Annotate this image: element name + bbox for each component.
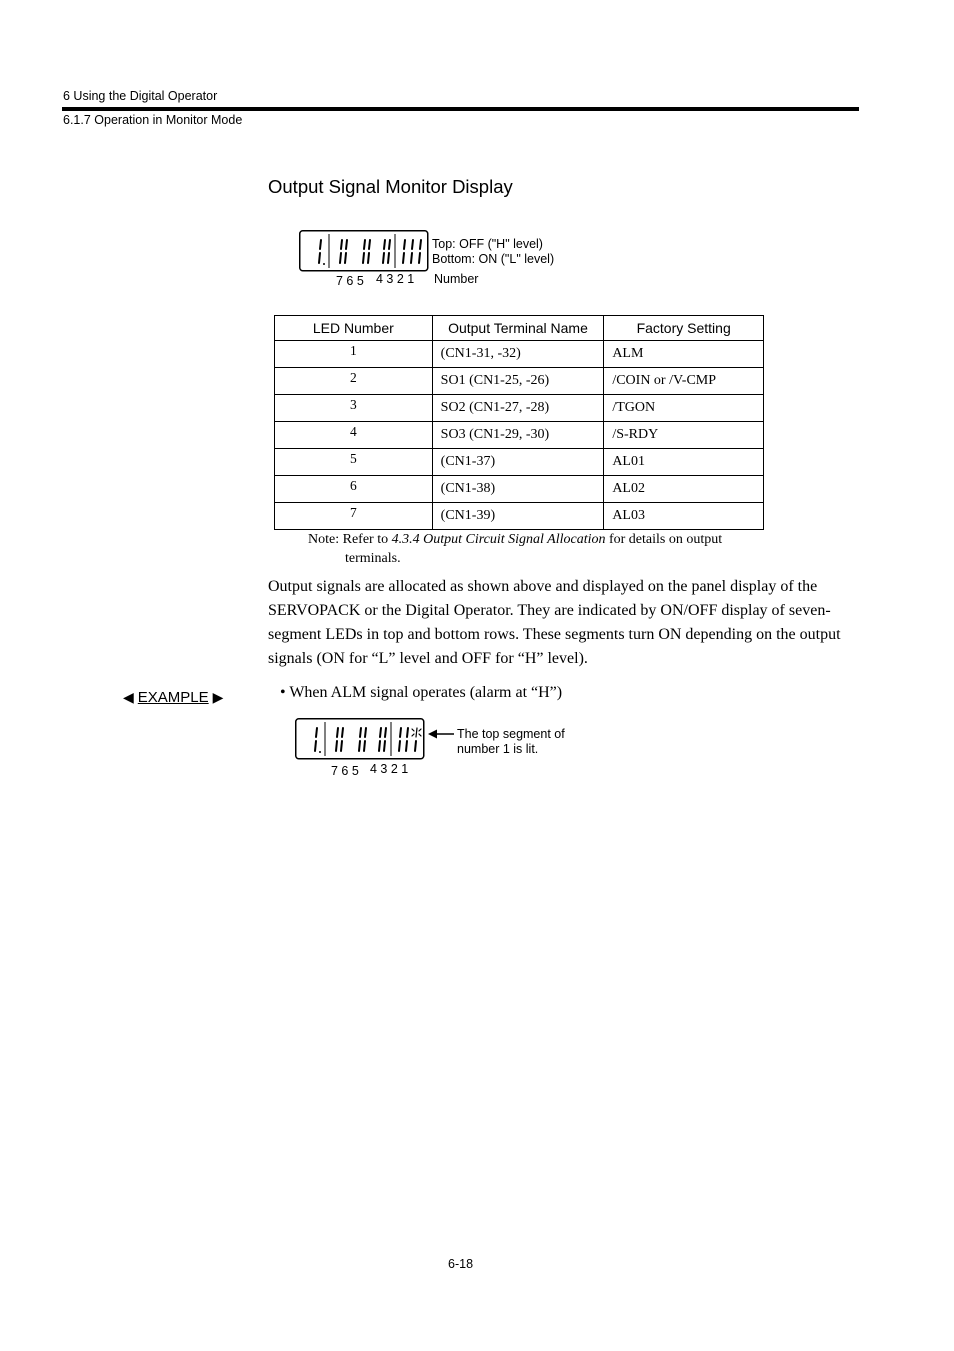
table-row <box>275 422 764 449</box>
led-number-cell: 3 <box>275 395 433 422</box>
table-row <box>275 341 764 368</box>
table-header-cell: Factory Setting <box>604 316 764 341</box>
factory-setting-cell: /TGON <box>604 395 764 422</box>
led-number-cell: 5 <box>275 449 433 476</box>
example-digit-numbers-right: 4 3 2 1 <box>370 762 409 776</box>
note-reference[interactable]: 4.3.4 Output Circuit Signal Allocation <box>391 532 606 547</box>
led-number-cell: 4 <box>275 422 433 449</box>
led-segments <box>315 728 416 753</box>
example-label: EXAMPLE <box>137 689 209 706</box>
triangle-left-icon: ◀ <box>123 689 134 705</box>
table-row <box>275 449 764 476</box>
led-number-cell: 1 <box>275 341 433 368</box>
callout-arrow-icon <box>428 728 456 740</box>
note-prefix: Note: Refer to <box>308 532 392 547</box>
triangle-right-icon: ▶ <box>212 689 224 705</box>
table-header-cell: Output Terminal Name <box>432 316 604 341</box>
terminal-name-cell: SO1 (CN1-25, -26) <box>432 368 604 395</box>
section-heading: 6.1.7 Operation in Monitor Mode <box>63 113 243 127</box>
led-label-bottom: Bottom: ON ("L" level) <box>432 252 555 266</box>
led-segments <box>319 240 421 265</box>
note-suffix: for details on output <box>605 532 723 547</box>
example-marker <box>123 689 223 706</box>
lit-segment-icon <box>412 728 421 737</box>
terminal-name-cell: SO2 (CN1-27, -28) <box>432 395 604 422</box>
terminal-name-cell: (CN1-39) <box>432 503 604 530</box>
led-display-frame <box>296 719 424 759</box>
led-display-frame <box>300 231 428 271</box>
header-rule <box>62 107 859 111</box>
factory-setting-cell: /COIN or /V-CMP <box>604 368 764 395</box>
led-digit-numbers-left: 7 6 5 <box>336 274 364 288</box>
example-bullet: • When ALM signal operates (alarm at “H”) <box>280 684 563 701</box>
note <box>308 530 758 568</box>
factory-setting-cell: ALM <box>604 341 764 368</box>
led-label-top: Top: OFF ("H" level) <box>432 237 543 251</box>
page-title: Output Signal Monitor Display <box>268 176 513 197</box>
example-digit-numbers-left: 7 6 5 <box>331 764 359 778</box>
table-row <box>275 476 764 503</box>
led-display-figure <box>299 230 429 272</box>
callout-line-1: The top segment of <box>457 727 565 741</box>
factory-setting-cell: AL03 <box>604 503 764 530</box>
terminal-name-cell: (CN1-37) <box>432 449 604 476</box>
example-led-display-figure <box>295 718 425 760</box>
led-number-cell: 7 <box>275 503 433 530</box>
led-digit-numbers-right: 4 3 2 1 <box>376 272 415 286</box>
factory-setting-cell: AL02 <box>604 476 764 503</box>
table-header-cell: LED Number <box>275 316 433 341</box>
output-signal-table <box>274 315 764 530</box>
note-continuation: terminals. <box>345 551 401 566</box>
terminal-name-cell: (CN1-31, -32) <box>432 341 604 368</box>
callout-line-2: number 1 is lit. <box>457 742 539 756</box>
page-number: 6-18 <box>448 1257 474 1271</box>
table-row <box>275 395 764 422</box>
led-number-cell: 2 <box>275 368 433 395</box>
terminal-name-cell: SO3 (CN1-29, -30) <box>432 422 604 449</box>
factory-setting-cell: /S-RDY <box>604 422 764 449</box>
chapter-heading: 6 Using the Digital Operator <box>63 89 218 103</box>
terminal-name-cell: (CN1-38) <box>432 476 604 503</box>
led-number-cell: 6 <box>275 476 433 503</box>
table-header-row <box>275 316 764 341</box>
factory-setting-cell: AL01 <box>604 449 764 476</box>
led-number-label: Number <box>434 272 479 286</box>
body-paragraph: Output signals are allocated as shown above and displayed on the panel display of the SERVOPACK or the Digital Operator. They are indicated by ON/OFF display of seven-segment LEDs in top and bottom rows. These segments turn ON depending on the output signals (ON for “L” level and OFF for “H” level). <box>268 578 841 667</box>
table-row <box>275 503 764 530</box>
table-row <box>275 368 764 395</box>
